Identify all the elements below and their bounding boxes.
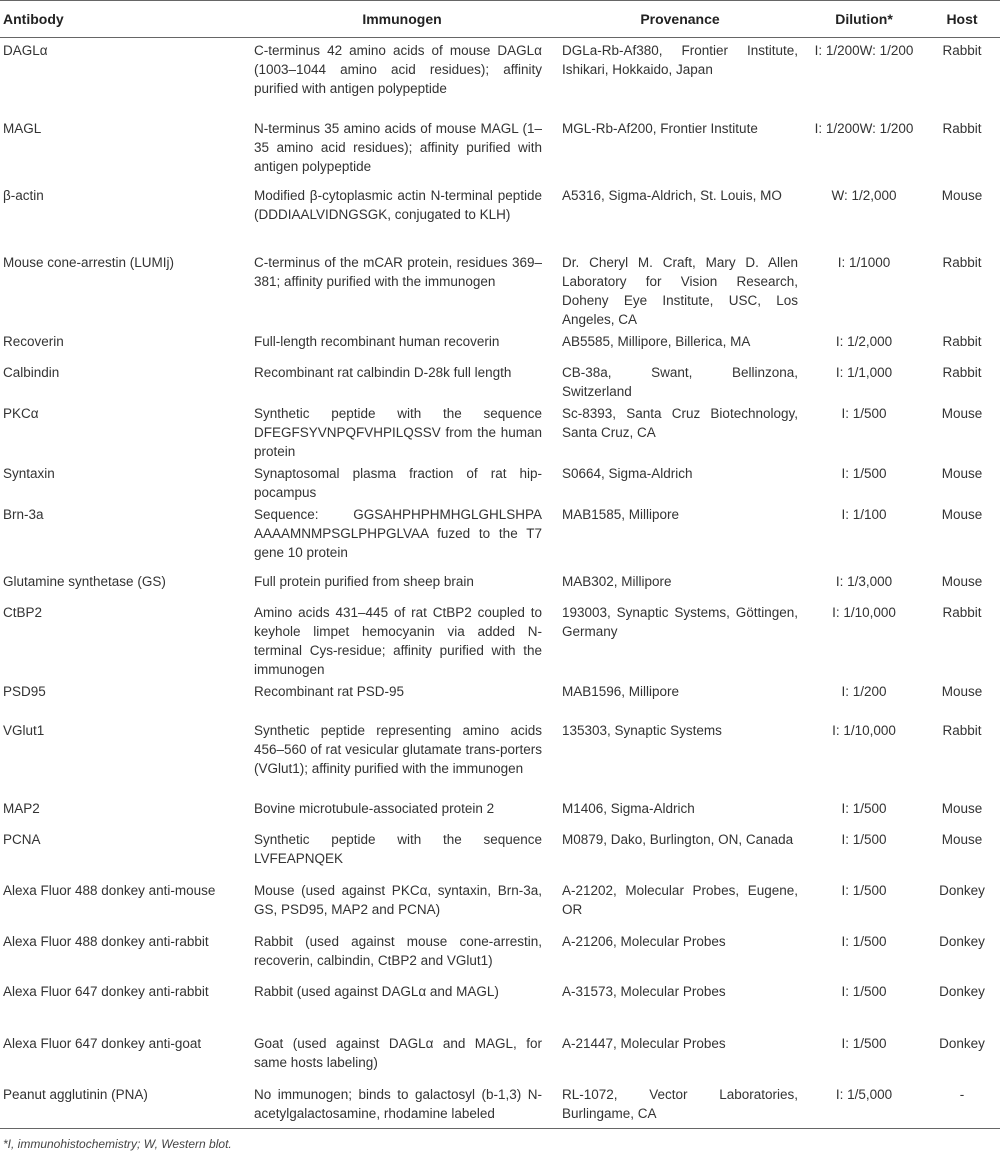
cell-provenance: Dr. Cheryl M. Craft, Mary D. Allen Laboratory for Vision Research, Doheny Eye Institute, USC, Los Angeles, CA xyxy=(562,254,798,327)
header-host: Host xyxy=(924,1,1000,38)
cell-provenance: MAB1585, Millipore xyxy=(562,506,680,522)
cell-antibody: Recoverin xyxy=(3,333,64,349)
cell-antibody: MAGL xyxy=(3,120,42,136)
cell-host: Mouse xyxy=(941,465,983,481)
cell-provenance: A-31573, Molecular Probes xyxy=(562,983,726,999)
cell-antibody: PCNA xyxy=(3,831,41,847)
cell-immunogen: Amino acids 431–445 of rat CtBP2 coupled to keyhole limpet hemocyanin via added N-terminal Cys-residue; affinity purified with the immunogen xyxy=(254,604,542,677)
cell-immunogen: Synaptosomal plasma fraction of rat hip-pocampus xyxy=(254,465,542,500)
cell-host: Rabbit xyxy=(942,43,982,58)
table-row xyxy=(0,502,1000,569)
cell-antibody: Alexa Fluor 647 donkey anti-goat xyxy=(3,1035,202,1051)
cell-host: Rabbit xyxy=(942,120,982,136)
cell-host: Rabbit xyxy=(942,722,982,738)
cell-host: - xyxy=(924,1082,1000,1129)
cell-dilution: I: 1/3,000 xyxy=(835,573,893,589)
table-row xyxy=(0,116,1000,183)
cell-immunogen: C-terminus 42 amino acids of mouse DAGLα (1003–1044 amino acid residues); affinity purified with antigen polypeptide xyxy=(254,43,542,96)
cell-provenance: A5316, Sigma-Aldrich, St. Louis, MO xyxy=(562,187,782,203)
cell-host: Mouse xyxy=(941,187,983,203)
cell-antibody: Alexa Fluor 647 donkey anti-rabbit xyxy=(3,983,209,999)
table-footnote: *I, immunohistochemistry; W, Western blot. xyxy=(3,1136,232,1151)
cell-dilution: I: 1/1,000 xyxy=(835,364,893,380)
cell-provenance: DGLa-Rb-Af380, Frontier Institute, Ishikari, Hokkaido, Japan xyxy=(562,43,798,77)
cell-host: Mouse xyxy=(941,683,983,699)
cell-host: Rabbit xyxy=(942,254,982,270)
cell-dilution: I: 1/500 xyxy=(841,831,887,847)
cell-host: Rabbit xyxy=(942,333,982,349)
table-row xyxy=(0,679,1000,718)
cell-antibody: PKCα xyxy=(3,405,39,421)
table-row xyxy=(0,929,1000,979)
cell-antibody: β-actin xyxy=(3,187,44,203)
cell-immunogen: Full-length recombinant human recoverin xyxy=(254,333,500,349)
cell-immunogen: Recombinant rat calbindin D-28k full length xyxy=(254,364,512,380)
table-row xyxy=(0,183,1000,250)
cell-provenance: Sc-8393, Santa Cruz Biotechnology, Santa Cruz, CA xyxy=(562,405,798,440)
cell-dilution: I: 1/1000 xyxy=(837,254,891,270)
cell-provenance: M1406, Sigma-Aldrich xyxy=(562,800,695,816)
cell-provenance: RL-1072, Vector Laboratories, Burlingame, CA xyxy=(556,1082,804,1129)
cell-immunogen: Sequence: GGSAHPHPHMHGLGHLSHPA AAAAMNMPSGLPHPGLVAA fuzed to the T7 gene 10 protein xyxy=(254,506,542,560)
cell-antibody: Calbindin xyxy=(3,364,60,380)
cell-immunogen: N-terminus 35 amino acids of mouse MAGL (1–35 amino acid residues); affinity purified with antigen polypeptide xyxy=(254,120,542,174)
cell-dilution: I: 1/200 xyxy=(841,683,887,699)
cell-dilution: I: 1/2,000 xyxy=(835,333,893,349)
table-row xyxy=(0,827,1000,878)
cell-provenance: 135303, Synaptic Systems xyxy=(562,722,722,738)
cell-immunogen: C-terminus of the mCAR protein, residues 369–381; affinity purified with the immunogen xyxy=(254,254,542,289)
table-row xyxy=(0,600,1000,679)
header-immunogen: Immunogen xyxy=(248,1,556,38)
cell-immunogen: Bovine microtubule-associated protein 2 xyxy=(254,800,495,816)
cell-antibody: Peanut agglutinin (PNA) xyxy=(0,1082,248,1129)
table-header xyxy=(0,1,1000,38)
cell-dilution: I: 1/500 xyxy=(841,465,887,481)
cell-host: Donkey xyxy=(939,933,985,949)
cell-antibody: DAGLα xyxy=(3,43,48,58)
cell-provenance: M0879, Dako, Burlington, ON, Canada xyxy=(562,831,794,847)
table-row xyxy=(0,38,1000,116)
cell-antibody: PSD95 xyxy=(3,683,46,699)
cell-antibody: MAP2 xyxy=(3,800,40,816)
header-provenance: Provenance xyxy=(556,1,804,38)
cell-antibody: CtBP2 xyxy=(3,604,43,620)
cell-immunogen: Goat (used against DAGLα and MAGL, for same hosts labeling) xyxy=(254,1035,542,1070)
cell-host: Mouse xyxy=(941,573,983,589)
header-antibody: Antibody xyxy=(0,1,248,38)
cell-dilution: I: 1/500 xyxy=(841,800,887,816)
table-row xyxy=(0,1082,1000,1129)
cell-dilution: I: 1/500 xyxy=(841,882,887,898)
cell-dilution: I: 1/100 xyxy=(841,506,887,522)
cell-immunogen: Full protein purified from sheep brain xyxy=(254,573,474,589)
cell-immunogen: Recombinant rat PSD-95 xyxy=(254,683,405,699)
cell-immunogen: Mouse (used against PKCα, syntaxin, Brn-3a, GS, PSD95, MAP2 and PCNA) xyxy=(254,882,542,917)
cell-immunogen: Synthetic peptide representing amino acids 456–560 of rat vesicular glutamate trans-porters (VGlut1); affinity purified with the immunogen xyxy=(254,722,542,776)
cell-immunogen: No immunogen; binds to galactosyl (b-1,3) N-acetylgalactosamine, rhodamine labeled xyxy=(248,1082,556,1129)
header-dilution: Dilution* xyxy=(804,1,924,38)
cell-host: Donkey xyxy=(939,983,985,999)
table-row xyxy=(0,250,1000,329)
table-row xyxy=(0,401,1000,461)
cell-host: Mouse xyxy=(941,405,983,421)
cell-immunogen: Synthetic peptide with the sequence DFEGFSYVNPQFVHPILQSSV from the human protein xyxy=(254,405,542,459)
cell-antibody: VGlut1 xyxy=(3,722,45,738)
cell-antibody: Mouse cone-arrestin (LUMIj) xyxy=(3,254,175,270)
header-row xyxy=(0,1,1000,38)
cell-host: Rabbit xyxy=(942,604,982,620)
cell-dilution: I: 1/5,000 xyxy=(804,1082,924,1129)
cell-provenance: 193003, Synaptic Systems, Göttingen, Germany xyxy=(562,604,798,639)
table-row xyxy=(0,360,1000,401)
cell-provenance: MGL-Rb-Af200, Frontier Institute xyxy=(562,120,758,136)
cell-provenance: CB-38a, Swant, Bellinzona, Switzerland xyxy=(562,364,798,399)
cell-immunogen: Rabbit (used against DAGLα and MAGL) xyxy=(254,983,499,999)
table-row xyxy=(0,569,1000,600)
cell-dilution: I: 1/200W: 1/200 xyxy=(814,120,914,136)
table-row xyxy=(0,979,1000,1031)
cell-antibody: Brn-3a xyxy=(3,506,44,522)
cell-host: Donkey xyxy=(939,882,985,898)
table-row xyxy=(0,878,1000,929)
cell-immunogen: Rabbit (used against mouse cone-arrestin, recoverin, calbindin, CtBP2 and VGlut1) xyxy=(254,933,542,968)
cell-host: Mouse xyxy=(941,831,983,847)
cell-provenance: MAB1596, Millipore xyxy=(562,683,680,699)
cell-dilution: I: 1/10,000 xyxy=(832,604,896,620)
cell-dilution: I: 1/500 xyxy=(841,405,887,421)
cell-provenance: A-21447, Molecular Probes xyxy=(562,1035,726,1051)
cell-antibody: Alexa Fluor 488 donkey anti-rabbit xyxy=(3,933,209,949)
cell-provenance: MAB302, Millipore xyxy=(562,573,672,589)
cell-dilution: I: 1/10,000 xyxy=(832,722,896,738)
cell-immunogen: Modified β-cytoplasmic actin N-terminal peptide (DDDIAALVIDNGSGK, conjugated to KLH) xyxy=(254,187,542,222)
table-row xyxy=(0,329,1000,360)
cell-antibody: Syntaxin xyxy=(3,465,55,481)
table-row xyxy=(0,461,1000,502)
cell-host: Donkey xyxy=(939,1035,985,1051)
table-row xyxy=(0,718,1000,796)
cell-host: Mouse xyxy=(941,506,983,522)
cell-dilution: I: 1/500 xyxy=(841,983,887,999)
cell-immunogen: Synthetic peptide with the sequence LVFEAPNQEK xyxy=(254,831,542,866)
cell-dilution: I: 1/500 xyxy=(841,1035,887,1051)
cell-provenance: A-21202, Molecular Probes, Eugene, OR xyxy=(562,882,798,917)
cell-provenance: AB5585, Millipore, Billerica, MA xyxy=(562,333,751,349)
table-row xyxy=(0,1031,1000,1082)
cell-host: Mouse xyxy=(941,800,983,816)
table-body xyxy=(0,38,1000,1129)
cell-dilution: W: 1/2,000 xyxy=(831,187,897,203)
table-row xyxy=(0,796,1000,827)
cell-dilution: I: 1/500 xyxy=(841,933,887,949)
cell-antibody: Alexa Fluor 488 donkey anti-mouse xyxy=(3,882,216,898)
cell-provenance: A-21206, Molecular Probes xyxy=(562,933,726,949)
cell-host: Rabbit xyxy=(942,364,982,380)
cell-antibody: Glutamine synthetase (GS) xyxy=(3,573,166,589)
cell-dilution: I: 1/200W: 1/200 xyxy=(814,43,914,58)
cell-provenance: S0664, Sigma-Aldrich xyxy=(562,465,693,481)
